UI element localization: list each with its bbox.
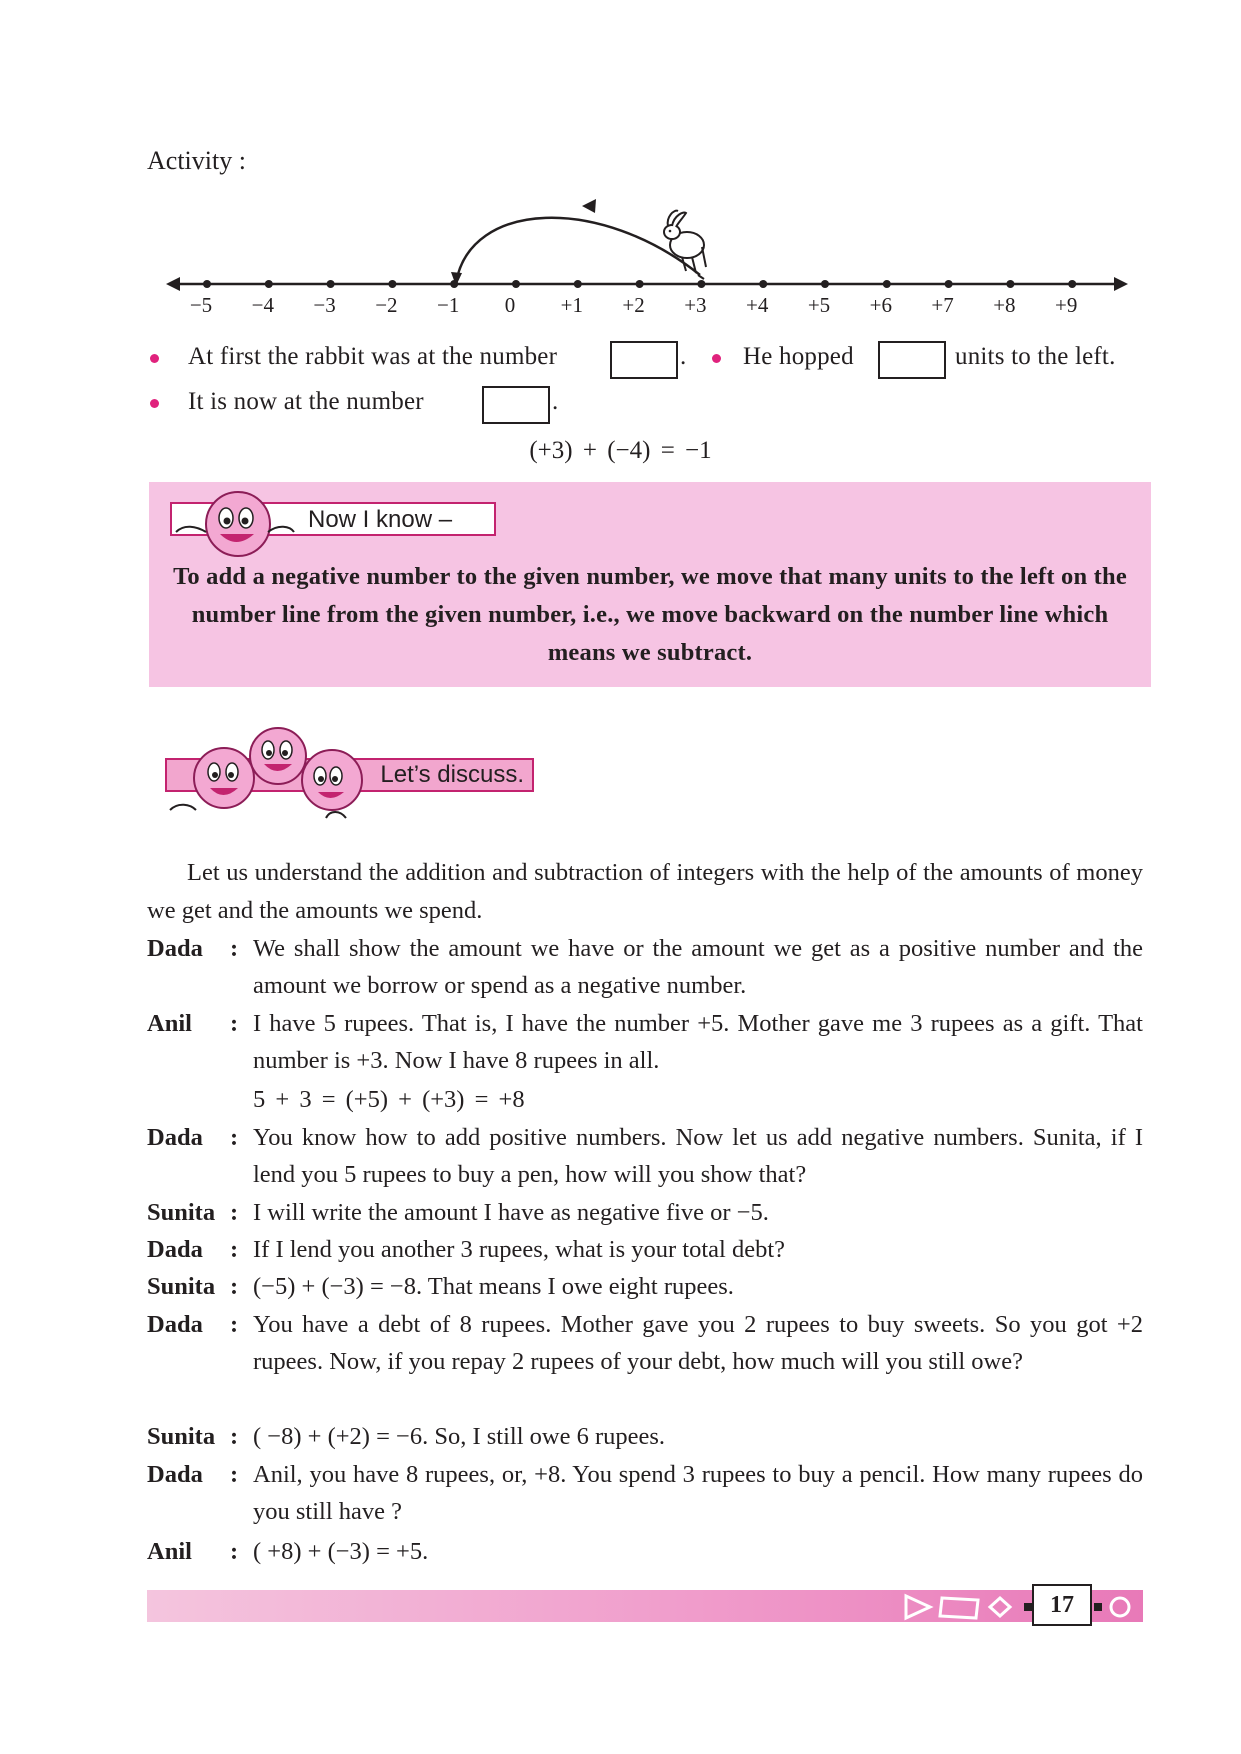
number-line-tick-label: −4 xyxy=(251,293,274,317)
page-number: 17 xyxy=(1032,1584,1092,1626)
bullet-2-end: units to the left. xyxy=(955,343,1116,370)
three-smileys-icon xyxy=(160,722,370,827)
left-arrow-icon xyxy=(166,277,180,291)
bullet-3-end: . xyxy=(552,388,559,415)
colon: : xyxy=(230,1311,239,1338)
dialogue-equation: 5 + 3 = (+5) + (+3) = +8 xyxy=(253,1086,525,1113)
speaker-name: Anil xyxy=(147,1538,192,1565)
bullet-dot xyxy=(712,354,721,363)
answer-box-start[interactable] xyxy=(610,341,678,379)
dialogue-text: I have 5 rupees. That is, I have the number +5. Mother gave me 3 rupees as a gift. That number is +3. Now I have 8 rupees in all. xyxy=(253,1010,1143,1074)
number-line-tick-label: +3 xyxy=(684,293,707,317)
number-line-tick-label: −1 xyxy=(437,293,460,317)
bullet-3-text: It is now at the number xyxy=(188,388,424,415)
number-line-tick-label: +1 xyxy=(560,293,583,317)
number-line-point xyxy=(636,280,644,288)
number-line-point xyxy=(327,280,335,288)
number-line-point xyxy=(450,280,458,288)
number-line-tick-label: +9 xyxy=(1055,293,1078,317)
number-line xyxy=(0,0,1241,330)
smiley-mascot-icon xyxy=(168,490,298,560)
bullet-dot xyxy=(150,354,159,363)
dialogue-text: If I lend you another 3 rupees, what is your total debt? xyxy=(253,1236,786,1263)
number-line-tick-label: 0 xyxy=(504,293,516,317)
colon: : xyxy=(230,1124,239,1151)
dialogue-text: You know how to add positive numbers. Now let us add negative numbers. Sunita, if I lend you 5 rupees to buy a pen, how will you show that? xyxy=(253,1124,1143,1188)
colon: : xyxy=(230,1199,239,1226)
number-line-tick-label: +7 xyxy=(931,293,954,317)
number-line-point xyxy=(574,280,582,288)
number-line-point xyxy=(265,280,273,288)
bullet-1-end: . xyxy=(680,343,687,370)
dialogue-text: We shall show the amount we have or the amount we get as a positive number and the amount we borrow or spend as a negative number. xyxy=(253,935,1143,999)
speaker-name: Dada xyxy=(147,1311,203,1338)
number-line-point xyxy=(512,280,520,288)
speaker-name: Dada xyxy=(147,1124,203,1151)
speaker-name: Sunita xyxy=(147,1273,216,1300)
number-line-point xyxy=(759,280,767,288)
equation: (+3) + (−4) = −1 xyxy=(529,437,712,464)
number-line-point xyxy=(1006,280,1014,288)
speaker-name: Dada xyxy=(147,935,203,962)
hop-arrow-icon xyxy=(582,199,596,213)
number-line-tick-label: −2 xyxy=(375,293,398,317)
number-line-point xyxy=(945,280,953,288)
now-i-know-label: Now I know – xyxy=(170,502,496,536)
dialogue-text: Anil, you have 8 rupees, or, +8. You spend 3 rupees to buy a pencil. How many rupees do you still have ? xyxy=(253,1461,1143,1525)
speaker-name: Dada xyxy=(147,1461,203,1488)
bullet-2-text: He hopped xyxy=(743,343,854,370)
lets-discuss-label: Let’s discuss. xyxy=(165,758,534,792)
colon: : xyxy=(230,1010,239,1037)
footer-shapes-icon xyxy=(900,1590,1141,1624)
answer-box-end[interactable] xyxy=(482,386,550,424)
colon: : xyxy=(230,1461,239,1488)
number-line-tick-label: +2 xyxy=(622,293,645,317)
bullet-1-text: At first the rabbit was at the number xyxy=(188,343,558,370)
speaker-name: Sunita xyxy=(147,1423,216,1450)
dialogue-text: ( +8) + (−3) = +5. xyxy=(253,1538,429,1565)
number-line-tick-label: −3 xyxy=(313,293,336,317)
speaker-name: Anil xyxy=(147,1010,192,1037)
dialogue-text: (−5) + (−3) = −8. That means I owe eight rupees. xyxy=(253,1273,734,1300)
speaker-name: Sunita xyxy=(147,1199,216,1226)
bullet-dot xyxy=(150,399,159,408)
number-line-point xyxy=(883,280,891,288)
colon: : xyxy=(230,1538,239,1565)
colon: : xyxy=(230,935,239,962)
number-line-tick-label: −5 xyxy=(189,293,213,317)
dialogue-text: I will write the amount I have as negative five or −5. xyxy=(253,1199,769,1226)
number-line-tick-label: +6 xyxy=(869,293,892,317)
number-line-tick-label: +8 xyxy=(993,293,1016,317)
number-line-point xyxy=(1068,280,1076,288)
hop-arc xyxy=(456,218,700,283)
discussion-intro: Let us understand the addition and subtraction of integers with the help of the amounts of money we get and the amounts we spend. xyxy=(147,859,1143,924)
right-arrow-icon xyxy=(1114,277,1128,291)
dialogue-text: ( −8) + (+2) = −6. So, I still owe 6 rupees. xyxy=(253,1423,666,1450)
number-line-tick-label: +4 xyxy=(746,293,769,317)
number-line-tick-label: +5 xyxy=(807,293,831,317)
number-line-point xyxy=(821,280,829,288)
now-i-know-text: To add a negative number to the given number, we move that many units to the left on the number line from the given number, i.e., we move backward on the number line which means we subtract. xyxy=(173,563,1127,666)
colon: : xyxy=(230,1423,239,1450)
number-line-point xyxy=(388,280,396,288)
speaker-name: Dada xyxy=(147,1236,203,1263)
answer-box-hop[interactable] xyxy=(878,341,946,379)
colon: : xyxy=(230,1273,239,1300)
number-line-point xyxy=(697,280,705,288)
number-line-point xyxy=(203,280,211,288)
activity-heading: Activity : xyxy=(147,146,246,175)
dialogue-text: You have a debt of 8 rupees. Mother gave you 2 rupees to buy sweets. So you got +2 rupees. Now, if you repay 2 rupees of your debt, how much will you still owe? xyxy=(253,1311,1143,1375)
rabbit-icon xyxy=(664,211,706,279)
colon: : xyxy=(230,1236,239,1263)
